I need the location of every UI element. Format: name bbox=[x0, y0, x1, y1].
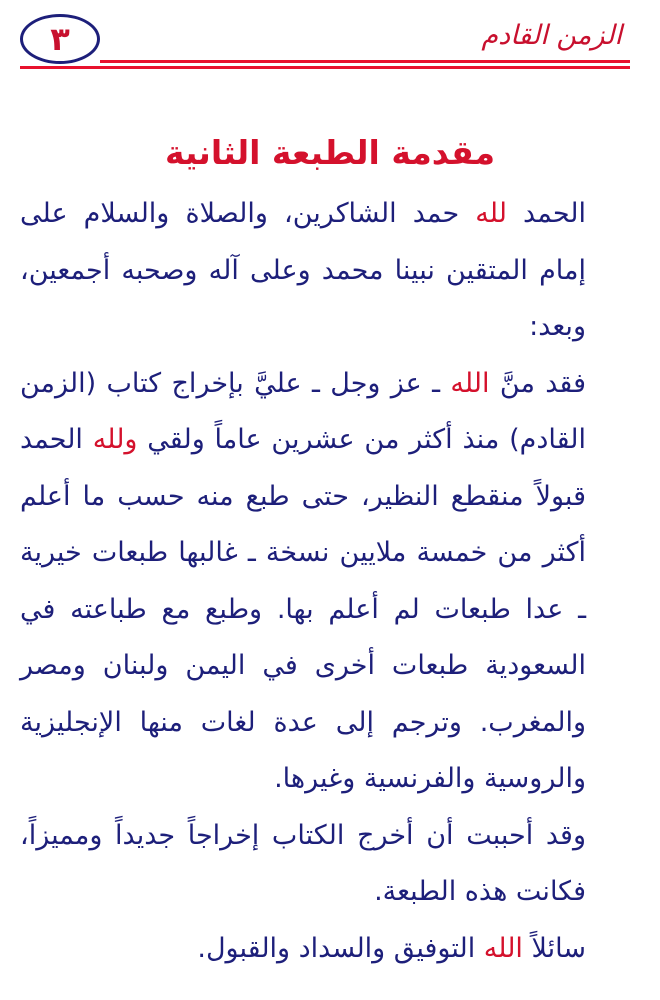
page-header bbox=[0, 0, 660, 80]
header-rule-top bbox=[100, 60, 630, 63]
allah-word: لله bbox=[475, 198, 507, 229]
running-title: الزمن القادم bbox=[481, 20, 622, 51]
page-number-badge bbox=[20, 14, 100, 64]
paragraph-closing: سائلاً الله التوفيق والسداد والقبول. bbox=[197, 932, 586, 964]
page-number: ٣ bbox=[50, 20, 70, 58]
allah-word: ولله bbox=[92, 424, 138, 455]
section-heading: مقدمة الطبعة الثانية bbox=[164, 133, 496, 172]
body-text bbox=[20, 186, 634, 977]
allah-word: الله bbox=[483, 932, 523, 964]
allah-word: الله bbox=[450, 367, 490, 399]
paragraph-new-edition: وقد أحببت أن أخرج الكتاب إخراجاً جديداً ومميزاً، فكانت هذه الطبعة. bbox=[20, 819, 586, 907]
header-rule-bottom bbox=[20, 66, 630, 69]
paragraph-opening: الحمد لله حمد الشاكرين، والصلاة والسلام على إمام المتقين نبينا محمد وعلى آله وصحبه أجمعين، وبعد: bbox=[20, 198, 586, 342]
paragraph-book-history: فقد منَّ الله ـ عز وجل ـ عليَّ بإخراج كتاب (الزمن القادم) منذ أكثر من عشرين عاماً ولقي ولله الحمد قبولاً منقطع النظير، حتى طبع منه حسب ما أعلم أكثر من خمسة ملايين نسخة ـ غالبها طبعات خيرية ـ عدا طبعات لم أعلم بها. وطبع مع طباعته في السعودية طبعات أخرى في اليمن ولبنان ومصر والمغرب. وترجم إلى عدة لغات منها الإنجليزية والروسية والفرنسية وغيرها. bbox=[20, 367, 586, 794]
